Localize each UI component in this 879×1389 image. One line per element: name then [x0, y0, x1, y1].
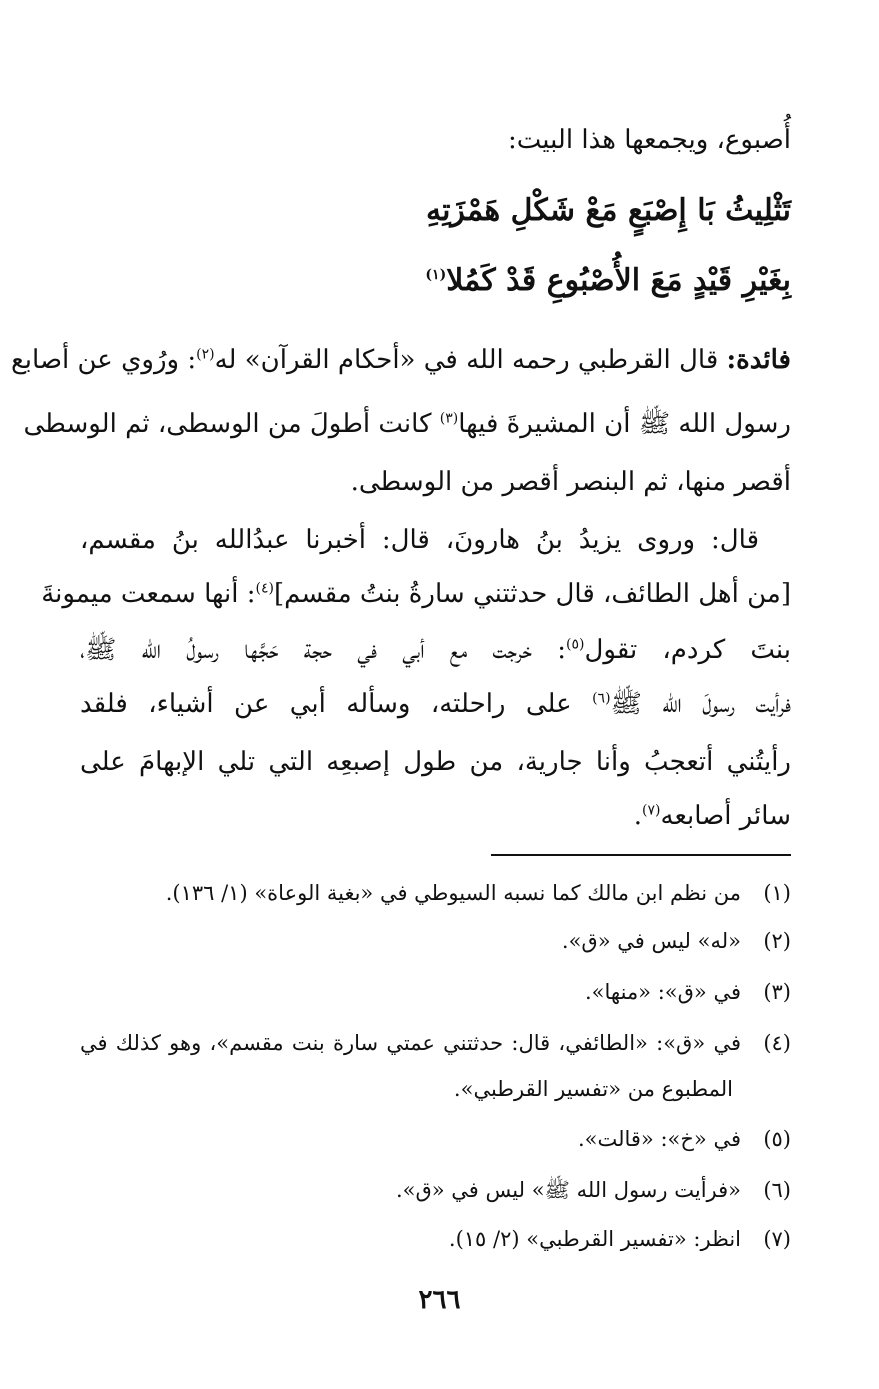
footnote-text: في «ق»: «الطائفي، قال: حدثتني عمتي سارة بنت مقسم»، وهو كذلك في: [80, 1031, 741, 1055]
footnote-ref[interactable]: (٣): [439, 410, 459, 427]
body-text: : ورُوي عن أصابع: [10, 345, 197, 375]
footnote-text: في «ق»: «منها».: [585, 980, 741, 1004]
footnote-number: (٢): [763, 929, 791, 953]
paragraph-line: [80, 742, 791, 782]
footnote-text: في «خ»: «قالت».: [577, 1127, 741, 1151]
body-text: أُصبوع، ويجمعها هذا البيت:: [507, 125, 791, 155]
paragraph-line: [10, 340, 791, 380]
footnote-text: انظر: «تفسير القرطبي» (٢/ ١٥).: [448, 1227, 741, 1251]
footnote-3: [80, 975, 791, 1009]
page-number: ٢٦٦: [418, 1285, 461, 1315]
body-text: فرأيت رسولَ الله ﷺ: [610, 689, 791, 719]
footnote-2: [80, 924, 791, 958]
footnote-text: المطبوع من «تفسير القرطبي».: [453, 1077, 733, 1101]
body-text: بنتَ كردم، تقول: [584, 635, 791, 665]
paragraph-line: [80, 630, 791, 670]
footnote-7: [80, 1222, 791, 1256]
footnote-number: (٦): [763, 1178, 791, 1202]
body-text: [من أهل الطائف، قال حدثتني سارةُ بنتُ مقسم]: [273, 579, 791, 609]
body-text: : أنها سمعت ميمونةَ: [41, 579, 256, 609]
verse-text: بِغَيْرِ قَيْدٍ مَعَ الأُصْبُوعِ قَدْ كَمُلا: [446, 263, 791, 298]
footnote-text: «له» ليس في «ق».: [561, 929, 741, 953]
body-text: قال القرطبي رحمه الله في «أحكام القرآن» له: [214, 345, 719, 375]
verse-line-2: [425, 256, 791, 306]
body-text: على راحلته، وسأله أبي عن أشياء، فلقد: [80, 689, 593, 719]
footnote-number: (٧): [763, 1227, 791, 1251]
footnote-number: (٥): [763, 1127, 791, 1151]
body-text: سائر أصابعه: [660, 801, 791, 831]
body-text: رأيتُني أتعجبُ وأنا جارية، من طول إصبعِه التي تلي الإبهامَ على: [80, 747, 791, 777]
footnote-number: (١): [763, 881, 791, 905]
paragraph-lead: فائدة:: [726, 345, 791, 375]
paragraph-line: [80, 520, 759, 560]
footnote-ref[interactable]: (٦): [592, 690, 611, 707]
footnote-ref[interactable]: (١): [425, 267, 447, 283]
footnote-text: من نظم ابن مالك كما نسبه السيوطي في «بغية الوعاة» (١/ ١٣٦).: [165, 881, 741, 905]
footnote-ref[interactable]: (٧): [642, 802, 661, 819]
footnote-number: (٣): [763, 980, 791, 1004]
paragraph-line: [351, 462, 791, 502]
body-text: قال: وروى يزيدُ بنُ هارونَ، قال: أخبرنا عبدُالله بنُ مقسم،: [80, 525, 759, 555]
footnote-ref[interactable]: (٥): [566, 636, 585, 653]
footnote-1: [80, 876, 791, 910]
body-text: : خرجت مع أبي في حجة حَجَّها رسولُ الله ﷺ،: [80, 635, 567, 665]
footnote-ref[interactable]: (٤): [255, 580, 274, 597]
paragraph-line: [80, 684, 791, 724]
body-text: أقصر منها، ثم البنصر أقصر من الوسطى.: [350, 467, 791, 497]
footnote-separator: [491, 854, 791, 856]
body-text: .: [633, 801, 643, 831]
footnote-4-continuation: [454, 1072, 733, 1106]
verse-line-1: [426, 186, 791, 236]
body-line: [508, 120, 791, 160]
paragraph-line: [41, 574, 791, 614]
footnote-4: [80, 1026, 791, 1060]
footnote-6: [80, 1173, 791, 1207]
footnote-ref[interactable]: (٢): [196, 346, 215, 363]
body-text: رسول الله ﷺ أن المشيرةَ فيها: [458, 409, 791, 439]
footnote-number: (٤): [763, 1031, 791, 1055]
footnote-text: «فرأيت رسول الله ﷺ» ليس في «ق».: [395, 1178, 741, 1202]
paragraph-line: [23, 404, 791, 444]
paragraph-line: [634, 796, 791, 836]
body-text: كانت أطولَ من الوسطى، ثم الوسطى: [23, 409, 440, 439]
footnote-5: [80, 1122, 791, 1156]
verse-text: تَثْلِيثُ بَا إِصْبَعٍ مَعْ شَكْلِ هَمْزَتِهِ: [426, 193, 791, 228]
